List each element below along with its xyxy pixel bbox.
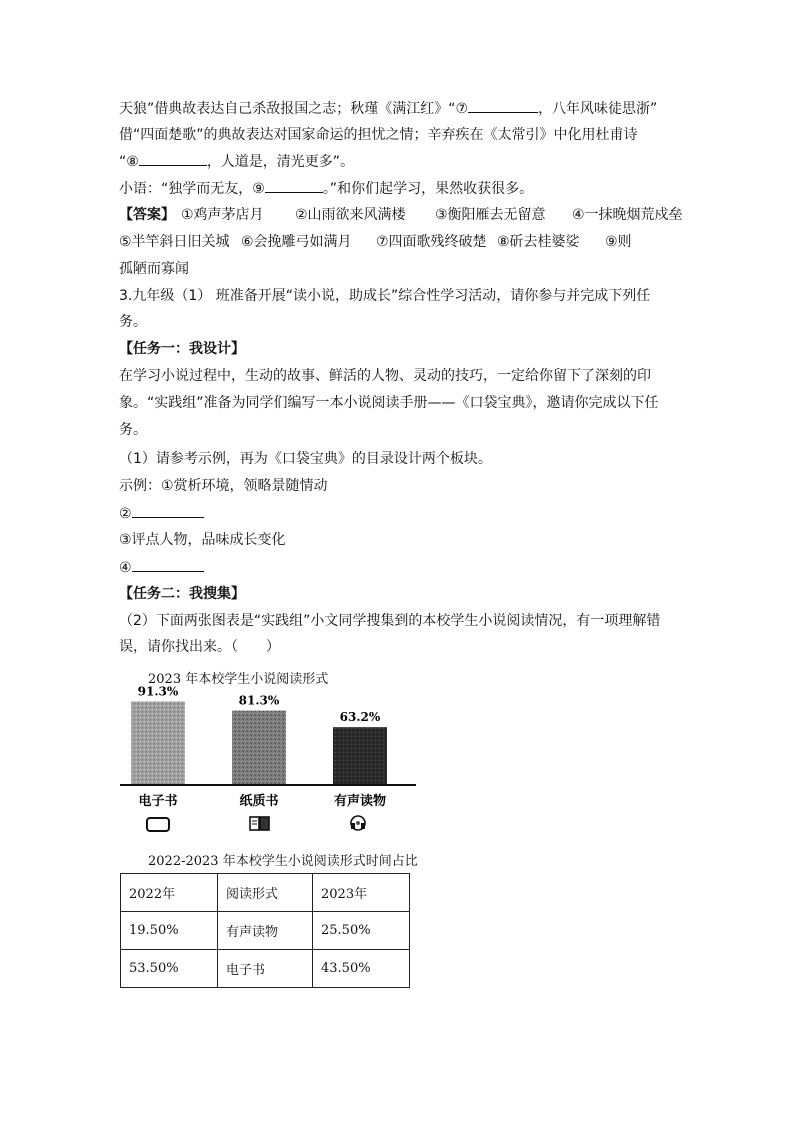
- answer-label: 【答案】: [119, 207, 175, 223]
- task-heading: 【任务一：我设计】: [119, 341, 245, 357]
- table-row: [121, 950, 410, 988]
- answer-item: ③衡阳雁去无留意: [435, 207, 546, 223]
- table-cell: 电子书: [218, 950, 313, 988]
- text-line: ③评点人物，品味成长变化: [119, 532, 286, 548]
- table-cell: 有声读物: [218, 912, 313, 950]
- table-caption: 2022-2023 年本校学生小说阅读形式时间占比: [148, 854, 418, 869]
- answer-item: ②山雨欲来风满楼: [295, 207, 406, 223]
- answer-item: ⑧斫去桂婆娑: [497, 234, 580, 250]
- table-cell: 25.50%: [313, 912, 410, 950]
- table-header-row: [121, 874, 410, 912]
- table-header-cell: 2022年: [121, 874, 218, 912]
- category-label: 电子书: [138, 794, 178, 809]
- table-cell: 43.50%: [313, 950, 410, 988]
- text-line: [119, 178, 679, 199]
- bar: [131, 701, 185, 785]
- table-row: [121, 912, 410, 950]
- headphones-icon: [351, 816, 365, 830]
- table-cell: 19.50%: [121, 912, 218, 950]
- text-line: 孤陋而寡闻: [119, 261, 189, 277]
- text-line: 在学习小说过程中，生动的故事、鲜活的人物、灵动的技巧，一定给你留下了深刻的印: [119, 368, 651, 384]
- table-cell: 53.50%: [121, 950, 218, 988]
- question-title: 3.九年级（1） 班准备开展“读小说，助成长”综合性学习活动，请你参与并完成下列任: [119, 288, 651, 304]
- answer-item: ⑤半竿斜日旧关城: [119, 234, 230, 250]
- text-segment: 天狼”借典故表达自己杀敌报国之志；秋瑾《满江红》“⑦: [119, 101, 469, 117]
- answer-item: ④一抹晚烟荒戍垒: [572, 207, 683, 223]
- book-icon: [250, 817, 269, 830]
- option-number: ④: [119, 560, 132, 576]
- text-line: [119, 98, 679, 119]
- answer-item: ⑨则: [605, 234, 632, 250]
- bar-chart: [118, 684, 418, 843]
- text-line: 务。: [119, 422, 147, 438]
- text-segment: 。”和你们起学习，果然收获很多。: [322, 181, 534, 197]
- text-segment: ，人道是，清光更多”。: [206, 154, 355, 170]
- fill-blank: [265, 178, 323, 193]
- data-table: [120, 873, 410, 988]
- fill-blank: [139, 151, 207, 166]
- category-label: 有声读物: [333, 794, 387, 809]
- fill-blank: [132, 557, 204, 572]
- answer-blank-line: [119, 503, 679, 524]
- sub-question: （1）请参考示例，再为《口袋宝典》的目录设计两个板块。: [119, 451, 492, 467]
- chart-caption: 2023 年本校学生小说阅读形式: [148, 672, 329, 687]
- text-line: [119, 151, 679, 172]
- text-line: 误，请你找出来。（ ）: [119, 639, 280, 655]
- text-line: 务。: [119, 314, 147, 330]
- task-heading: 【任务二：我搜集】: [119, 586, 245, 602]
- sub-question: （2）下面两张图表是“实践组”小文同学搜集到的本校学生小说阅读情况，有一项理解错: [119, 613, 661, 629]
- text-segment: ，八年风味徒思浙”: [538, 101, 658, 117]
- bar: [333, 727, 387, 785]
- bar: [232, 711, 286, 785]
- option-number: ②: [119, 506, 132, 522]
- answer-line: [119, 232, 679, 252]
- answer-item: ①鸡声茅店月: [181, 207, 264, 223]
- table-header-cell: 2023年: [313, 874, 410, 912]
- text-line: 借“四面楚歌”的典故表达对国家命运的担忧之情；辛弃疾在《太常引》中化用杜甫诗: [119, 127, 638, 143]
- answer-blank-line: [119, 557, 679, 578]
- example-line: 示例：①赏析环境，领略景随情动: [119, 478, 328, 494]
- answer-item: ⑦四面歌残终破楚: [376, 234, 487, 250]
- category-label: 纸质书: [239, 794, 279, 809]
- text-segment: 小语：“独学而无友，⑨: [119, 181, 265, 197]
- answer-line: [119, 205, 683, 225]
- tablet-icon: [147, 818, 169, 831]
- text-line: 象。“实践组”准备为同学们编写一本小说阅读手册——《口袋宝典》，邀请你完成以下任: [119, 395, 659, 411]
- bar-value-label: 81.3%: [238, 693, 280, 708]
- bar-value-label: 91.3%: [137, 684, 179, 699]
- table-header-cell: 阅读形式: [218, 874, 313, 912]
- fill-blank: [468, 98, 538, 113]
- fill-blank: [132, 503, 204, 518]
- bar-value-label: 63.2%: [339, 710, 381, 725]
- answer-item: ⑥会挽雕弓如满月: [241, 234, 352, 250]
- text-segment: “⑧: [119, 154, 139, 170]
